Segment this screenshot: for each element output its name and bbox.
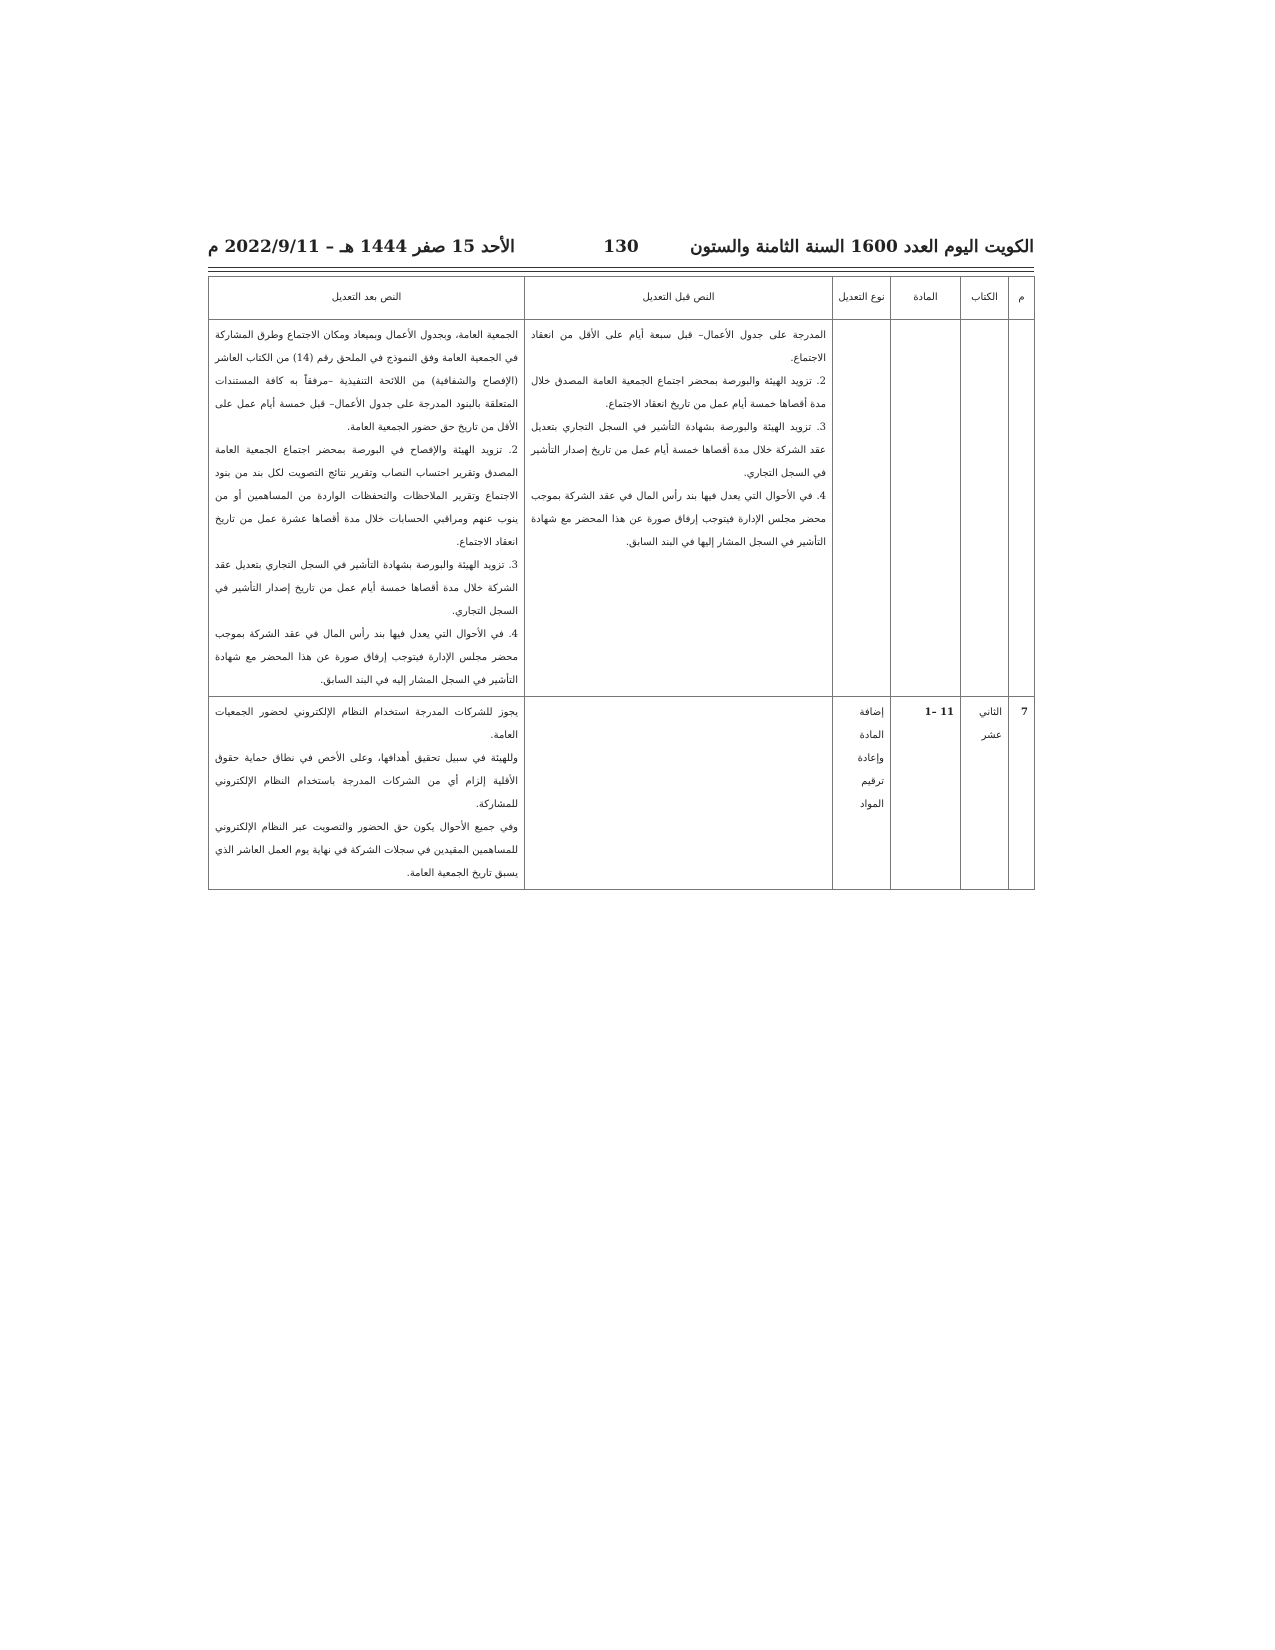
cell-before bbox=[525, 320, 833, 697]
page-number: 130 bbox=[603, 237, 639, 257]
column-header-article: المادة bbox=[891, 277, 961, 320]
column-header-type: نوع التعديل bbox=[833, 277, 891, 320]
cell-before bbox=[525, 697, 833, 890]
amendments-table bbox=[208, 276, 1035, 890]
cell-book bbox=[961, 320, 1009, 697]
column-header-m: م bbox=[1009, 277, 1035, 320]
cell-book: الثاني عشر bbox=[961, 697, 1009, 890]
before-paragraph: 3. تزويد الهيئة والبورصة بشهادة التأشير في السجل التجاري بتعديل عقد الشركة خلال مدة أقصاها خمسة أيام عمل من تاريخ إصدار التأشير في السجل التجاري. bbox=[531, 422, 826, 479]
after-paragraph: وللهيئة في سبيل تحقيق أهدافها، وعلى الأخص في نطاق حماية حقوق الأقلية إلزام أي من الشركات المدرجة باستخدام النظام الإلكتروني للمشاركة. bbox=[215, 753, 518, 810]
cell-after bbox=[209, 697, 525, 890]
column-header-after: النص بعد التعديل bbox=[209, 277, 525, 320]
cell-after bbox=[209, 320, 525, 697]
cell-type bbox=[833, 320, 891, 697]
before-paragraph: 4. في الأحوال التي يعدل فيها بند رأس المال في عقد الشركة بموجب محضر مجلس الإدارة فيتوجب إرفاق صورة عن هذا المحضر مع شهادة التأشير في السجل المشار إليها في البند السابق. bbox=[531, 491, 826, 548]
cell-article: 11 –1 bbox=[891, 697, 961, 890]
column-header-before: النص قبل التعديل bbox=[525, 277, 833, 320]
cell-m: 7 bbox=[1009, 697, 1035, 890]
after-paragraph: يجوز للشركات المدرجة استخدام النظام الإلكتروني لحضور الجمعيات العامة. bbox=[215, 707, 518, 741]
issue-date: الأحد 15 صفر 1444 هـ – 2022/9/11 م bbox=[208, 237, 515, 257]
header-rule bbox=[208, 267, 1034, 268]
cell-m bbox=[1009, 320, 1035, 697]
after-paragraph: الجمعية العامة، وبجدول الأعمال وبميعاد ومكان الاجتماع وطرق المشاركة في الجمعية العامة وفق النموذج في الملحق رقم (14) من الكتاب العاشر (الإفصاح والشفافية) من اللائحة التنفيذية –مرفقاً به كافة المستندات المتعلقة بالبنود المدرجة على جدول الأعمال– قبل خمسة أيام عمل على الأقل من تاريخ حق حضور الجمعية العامة. bbox=[215, 330, 518, 433]
after-paragraph: 3. تزويد الهيئة والبورصة بشهادة التأشير في السجل التجاري بتعديل عقد الشركة خلال مدة أقصاها خمسة أيام عمل من تاريخ إصدار التأشير في السجل التجاري. bbox=[215, 560, 518, 617]
header-rule bbox=[208, 271, 1034, 272]
after-paragraph: وفي جميع الأحوال يكون حق الحضور والتصويت عبر النظام الإلكتروني للمساهمين المقيدين في سجلات الشركة في نهاية يوم العمل العاشر الذي يسبق تاريخ الجمعية العامة. bbox=[215, 822, 518, 879]
table-row bbox=[209, 697, 1035, 890]
cell-type: إضافة المادة وإعادة ترقيم المواد bbox=[833, 697, 891, 890]
before-paragraph: 2. تزويد الهيئة والبورصة بمحضر اجتماع الجمعية العامة المصدق خلال مدة أقصاها خمسة أيام عمل من تاريخ انعقاد الاجتماع. bbox=[531, 376, 826, 410]
table-row bbox=[209, 320, 1035, 697]
page-header bbox=[208, 237, 1034, 265]
after-paragraph: 2. تزويد الهيئة والإفصاح في البورصة بمحضر اجتماع الجمعية العامة المصدق وتقرير احتساب النصاب وتقرير نتائج التصويت لكل بند من بنود الاجتماع وتقرير الملاحظات والتحفظات الواردة من المساهمين أو من ينوب عنهم ومراقبي الحسابات خلال مدة أقصاها عشرة عمل من تاريخ انعقاد الاجتماع. bbox=[215, 445, 518, 548]
cell-article bbox=[891, 320, 961, 697]
before-paragraph: المدرجة على جدول الأعمال– قبل سبعة أيام على الأقل من انعقاد الاجتماع. bbox=[531, 330, 826, 364]
after-paragraph: 4. في الأحوال التي يعدل فيها بند رأس المال في عقد الشركة بموجب محضر مجلس الإدارة فيتوجب إرفاق صورة عن هذا المحضر مع شهادة التأشير في السجل المشار إليه في البند السابق. bbox=[215, 629, 518, 686]
gazette-issue: الكويت اليوم العدد 1600 السنة الثامنة والستون bbox=[690, 237, 1034, 257]
table-header-row bbox=[209, 277, 1035, 320]
column-header-book: الكتاب bbox=[961, 277, 1009, 320]
